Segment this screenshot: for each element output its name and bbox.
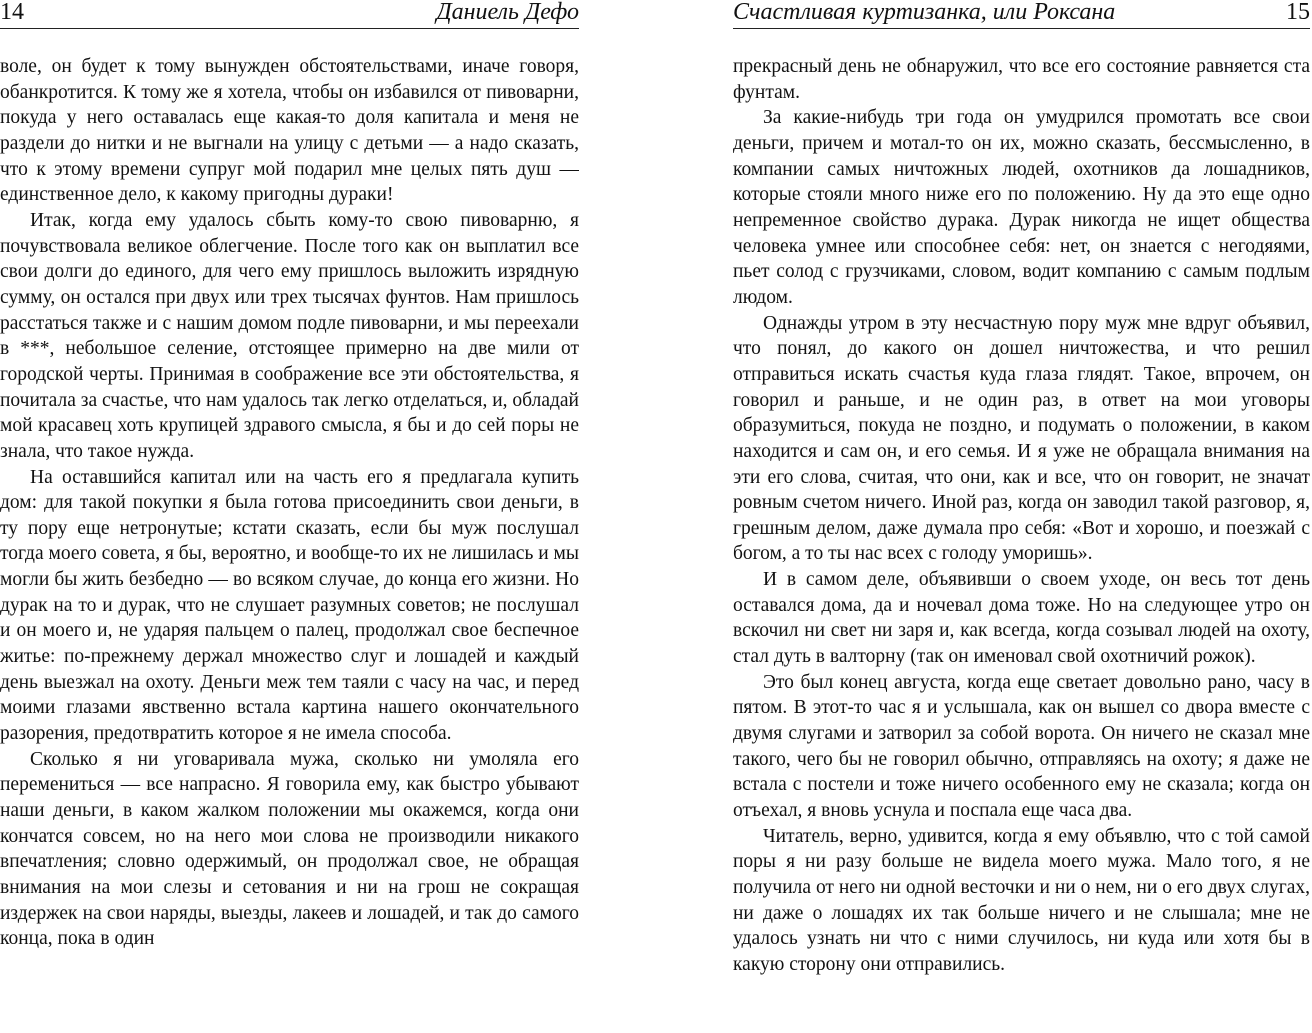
paragraph: На оставшийся капитал или на часть его я предлагала купить дом: для такой покупки я была готова присоединить свои деньги, в ту пору еще нетронутые; кстати сказать, если бы муж послушал тогда моего совета, я бы, вероятно, и вообще-то их не лишилась и мы могли бы жить безбедно — во всяком случае, до конца его жизни. Но дурак на то и дурак, что не слушает разумных советов; не послушал и он моего и, не ударяя пальцем о палец, продолжал свое беспечное житье: по-прежнему держал множество слуг и лошадей и каждый день выезжал на охоту. Деньги меж тем таяли с часу на час, и перед моими глазами явственно встала картина нашего окончательного разорения, предотвратить которое я не имела способа.	[0, 466, 579, 745]
right-page	[733, 0, 1310, 1033]
page-number: 14	[0, 0, 24, 25]
paragraph: Итак, когда ему удалось сбыть кому-то свою пивоварню, я почувствовала великое облегчение. После того как он выплатил все свои долги до единого, для чего ему пришлось выложить изрядную сумму, он остался при двух или трех тысячах фунтов. Нам пришлось расстаться также и с нашим домом подле пивоварни, и мы переехали в ***, небольшое селение, отстоящее примерно на две мили от городской черты. Принимая в соображение все эти обстоятельства, я почитала за счастье, что нам удалось так легко отделаться, и, обладай мой красавец хоть крупицей здравого смысла, я бы и до сей поры не знала, что такое нужда.	[0, 209, 579, 462]
running-head: Счастливая куртизанка, или Роксана	[733, 0, 1116, 25]
running-head: Даниель Дефо	[436, 0, 579, 25]
right-page-header	[733, 0, 1310, 29]
right-page-body	[733, 54, 1310, 1033]
page-number: 15	[1286, 0, 1310, 25]
paragraph: Сколько я ни уговаривала мужа, сколько ни умоляла его перемениться — все напрасно. Я говорила ему, как быстро убывают наши деньги, в каком жалком положении мы окажемся, когда они кончатся совсем, но на него мои слова не производили никакого впечатления; словно одержимый, он продолжал свое, не обращая внимания на мои слезы и сетования и ни на грош не сокращая издержек на свои наряды, выезды, лакеев и лошадей, и так до самого конца, пока в один	[0, 748, 579, 950]
paragraph: Однажды утром в эту несчастную пору муж мне вдруг объявил, что понял, до какого он дошел ничтожества, и что решил отправиться искать счастья куда глаза глядят. Такое, впрочем, он говорил и раньше, и не один раз, в ответ на мои уговоры образумиться, покуда не поздно, и подумать о положении, в каком находится и сам он, и его семья. И я уже не обращала внимания на эти его слова, считая, что они, как и все, что он говорит, не значат ровным счетом ничего. Иной раз, когда он заводил такой разговор, я, грешным делом, даже думала про себя: «Вот и хорошо, и поезжай с богом, а то ты нас всех с голоду уморишь».	[733, 312, 1310, 565]
left-page	[0, 0, 579, 1033]
paragraph: И в самом деле, объявивши о своем уходе, он весь тот день оставался дома, да и ночевал дома тоже. Но на следующее утро он вскочил ни свет ни заря и, как всегда, когда созывал людей на охоту, стал дуть в валторну (так он именовал свой охотничий рожок).	[733, 569, 1310, 668]
paragraph: воле, он будет к тому вынужден обстоятельствами, иначе говоря, обанкротится. К тому же я хотела, чтобы он избавился от пивоварни, покуда у него оставалась еще какая-то доля капитала и меня не раздели до нитки и не выгнали на улицу с детьми — а надо сказать, что к этому времени супруг мой подарил мне целых пять душ — единственное дело, к какому пригодны дураки!	[0, 56, 579, 206]
paragraph: прекрасный день не обнаружил, что все его состояние равняется ста фунтам.	[733, 56, 1310, 103]
left-page-header	[0, 0, 579, 29]
paragraph: Читатель, верно, удивится, когда я ему объявлю, что с той самой поры я ни разу больше не видела моего мужа. Мало того, я не получила от него ни одной весточки и ни о нем, ни о его двух слугах, ни даже о лошадях их так больше ничего и не слышала; мне не удалось узнать ни что с ними случилось, ни куда или хотя бы в какую сторону они отправились.	[733, 825, 1310, 975]
paragraph: Это был конец августа, когда еще светает довольно рано, часу в пятом. В этот-то час я и услышала, как он вышел со двора вместе с двумя слугами и затворил за собой ворота. Он ничего не сказал мне такого, чего бы не говорил обычно, отправляясь на охоту; я даже не встала с постели и тоже ничего особенного ему не сказала; когда он отъехал, я вновь уснула и поспала еще часа два.	[733, 671, 1310, 822]
left-page-body	[0, 54, 579, 1033]
paragraph: За какие-нибудь три года он умудрился промотать все свои деньги, причем и мотал-то он их, можно сказать, бессмысленно, в компании самых ничтожных людей, охотников да лошадников, которые стояли много ниже его по положению. Ну да это еще одно непременное свойство дурака. Дурак никогда не ищет общества человека умнее или способнее себя: нет, он знается с негодяями, пьет солод с грузчиками, словом, водит компанию с самым подлым людом.	[733, 107, 1310, 308]
